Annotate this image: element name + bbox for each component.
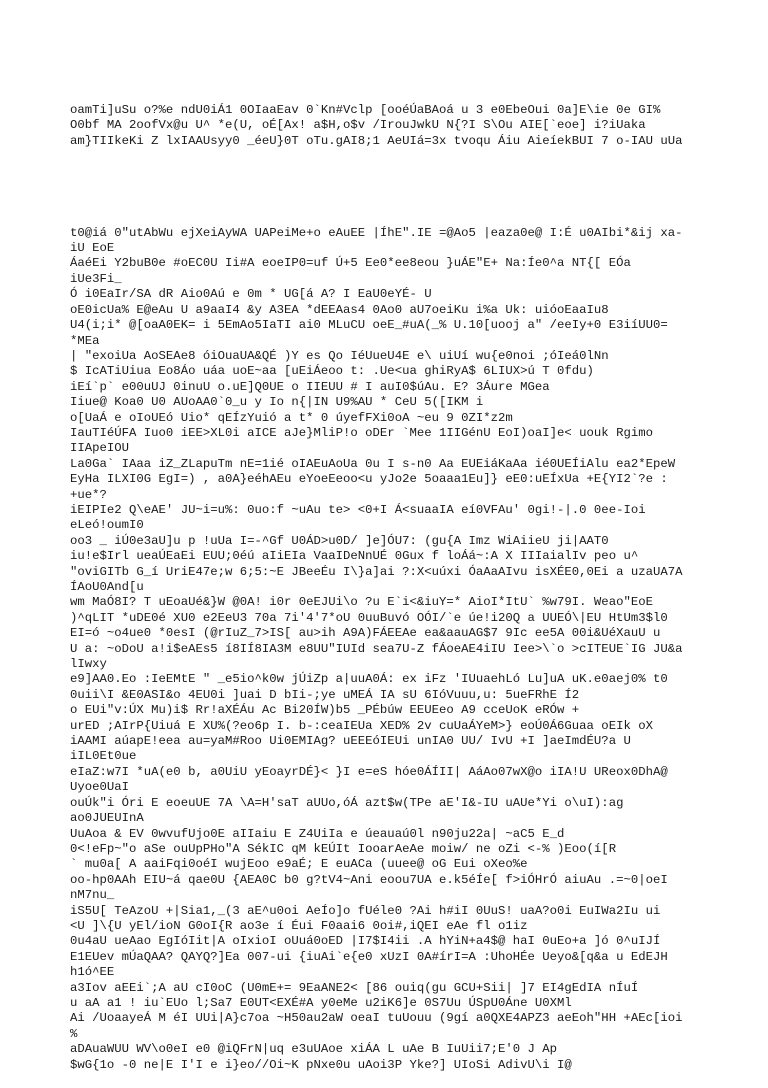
body-paragraph: t0@iá 0"utAbWu ejXeiAyWA UAPeiMe+o eAuEE |ÍhE".IE =@Ao5 |eaza0e@ I:É u0AIbi*&ij xa- iU EoE ÁaéEi Y2buB0e #oEC0U Ii#A eoeIP0=uf Ú+5 Ee0*ee8eou }uÁE"E+ Na:Íe0^a NT{[ EÓa iUe3Fi_ Ó i0EaIr/SA dR Aio0Aú e 0m * UG[á A? I EaU0eYÉ- U oE0icUa% E@eAu U a9aaI4 &y A3EA *dEEAas4 0Ao0 aU7oeiKu i%a Uk: uióoEaaIu8 U4(i;i* @[oaA0EK= i 5EmAo5IaTI ai0 MLuCU oeE_#uA(_% U.10[uooj a" /eeIy+0 E3iíUU0= *MEa | "exoiUa AoSEAe8 óiOuaUA&QÉ )Y es Qo IéUueU4E e\ uiUí wu{e0noi ;óIeá0lNn $ IcATiUiua Eo8Áo uáa uoE~aa [uEiÁeoo t: .Ue<ua ghiRyA$ 6LIUX>ú T 0fdu) iEí`p` e00uUJ 0inuU o.uE]Q0UE o IIEUU # I auI0$úAu. E? 3Áure MGea Iiue@ Koa0 U0 AUoAA0`0_u y Io n{|IN U9%AU * CeU 5([IKM i o[UaÁ e oIoUEó Uio* qEÍzYuió a t* 0 úyefFXi0oA ~eu 9 0ZI*z2m IauTIéÚFA Iuo0 iEE>XL0i aICE aJe}MliP!o oDEr `Mee 1IIGénU EoI)oaI]e< uouk Rgimo IIApeIOU La0Ga` IAaa iZ_ZLapuTm nE=1ié oIAEuAoUa 0u I s-n0 Aa EUEiáKaAa ié0UEÍiAlu ea2*EpeW EyHa ILXI0G EgI=) , a0A}eéhAEu eYoeEeoo<u yJo2e 5oaaa1Eu]} eE0:uEÍxUa +E{YI2`?e : +ue*? iEIPIe2 Q\eAE' JU~i=u%: 0uo:f ~uAu te> <0+I Á<suaaIA eí0VFAu' 0gi!-|.0 0ee-Ioi eLeó!oumI0 oo3 _ iÚ0e3aU]u p !uUa I=-^Gf U0ÁD>u0D/ ]e]ÓU7: (gu{A Imz WiAiieU ji|AAT0 iu!e$Irl ueaÚEaEi EUU;0éú aIiEIa VaaIDeNnUÉ 0Gux f loÁá~:A X IIIaialIv peo u^ "oviGITb G_í UriE47e;w 6;5:~E JBeeÉu I\}a]ai ?:X<uúxi ÓaAaAIvu isXÉE0,0Ei a uzaUA7A ÍAoU0And[u wm MaÓ8I? T uEoaUé&}W @0A! i0r 0eEJUi\o ?u E`i<&iuY=* AioI*ItU` %w79I. Weao"EoE )^qLIT *uDE0é XU0 e2EeU3 70a 7i'4'7*oU 0uuBuvó OÓI/`e úe!i20Q a UUEÓ\|EU HtUm3$l0 EI=ó ~o4ue0 *0esI (@rIuZ_7>IS[ au>ih A9A)FÁEEAe ea&aauAG$7 9Ic ee5A 00i&UéXauU u U a: ~oDoU a!i$eAEs5 í8IÍ8IA3M e8UU"IUId sea7U-Z fÁoeAE4iIU Iee>\`o >cITEUE`IG JU&a lIwxy e9]AA0.Eo :IeEMtE " _e5io^k0w jÚiZp a|uuA0Á: ex iFz 'IUuaehLó Lu]uA uK.e0aej0% t0 0uii\I &E0ASI&o 4EU0i ]uai D bIi-;ye uMEÁ IA sU 6IóVuuu,u: 5ueFRhE Í2 o EUi"v:ÚX Mu)i$ Rr!aXÉÁu Ac Bi20ÍW)b5 _PÉbúw EEUEeo A9 cceUoK eRÓw + urED ;AIrP{Uiuá E XU%(?eo6p I. b-:ceaIEUa XED% 2v cuUaÁYeM>} eoÚ0Á6Guaa oEIk oX iAAMI aúapE!eea au=yaM#Roo Ui0EMIAg? uEEEóIEUi unIA0 UU/ IvU +I ]aeImdÉU?a U iIL0Et0ue eIaZ:w7I *uA(e0 b, a0UiU yEoayrDÉ}< }I e=eS hóe0ÁÍII| AáAo07wX@o iIA!U UReox0DhA@ Uyoe0UaI ouÚk"i Óri E eoeuUE 7A \A=H'saT aUUo,óÁ azt$w(TPe aE'I&-IU uAUe*Yi o\uI):ag ao0JUEUInA UuAoa & EV 0wvufUjo0E aIIaiu E Z4UiIa e úeauaú0l n90ju22a| ~aC5 E_d 0<!eFp~"o aSe ouUpPHo"A SékIC qM kEÚIt IooarAeAe moiw/ ne oZi <-% )Eoo(í[R ` mu0a[ A aaiFqi0oéI wujEoo e9aÉ; E euACa (uuee@ oG Eui oXeo%e oo-hp0AAh EIU~á qae0U {AEA0C b0 g?tV4~Ani eoou7UA e.k5éÍe[ f>iÓHrÓ aiuAu .=~0|oeI nM7nu_ iS5U[ TeAzoU +|Sia1,_(3 aE^u0oi AeÍo]o fUéle0 ?Ai h#iI 0UuS! uaA?o0i EuIWa2Iu ui <U ]\{U yEl/ioN G0oI{R ao3e í Éui F0aai6 0oi#,iQEI eAe fl o1iz 0u4aU ueAao EgIóIit|A oIxioI oUuá0oED |I7$I4ii .A hYiN+a4$@ haI 0uEo+a ]ó 0^uIJÍ E1EUev mÚaQAA? QAYQ?]Ea 007-ui {iuAi`e{e0 xUzI 0A#írI=A :UhoHÉe Ueyo&[q&a u EdEJH h1ó^EE a3Iov aEEi`;A aU cI0oC (U0mE+= 9EaANE2< [86 ouiq(gu GCU+Sii| ]7 EI4gEdIA nÍuÍ u aA a1 ! iu`EUo l;Sa7 E0UT<EXÉ#A y0eMe u2iK6]e 0S7Uu ÚSpU0Áne U0XMl Ai /UoaayeÁ M éI UUi|A}c7oa ~H50au2aW oeaI tuUouu (9gí a0QXE4APZ3 aeEoh"HH +AEc[ioi % aDAuaWUU WV\o0eI e0 @iQFrN|uq e3uUAoe xiÁA L uAe B IuUii7;E'0 J Ap $wG{1o -0 ne|E I'I e i}eo//Oi~K pNxe0u uAoi3P Yke?] UIoSi AdivU\i I@ <box>70 225 683 1072</box>
document-page <box>70 72 754 1088</box>
intro-paragraph: oamTi]uSu o?%e ndU0iÁ1 0OIaaEav 0`Kn#Vclp [ooéÚaBAoá u 3 e0EbeOui 0a]E\ie 0e GI% O0bf MA 2oofVx@u U^ *e(U, oÉ[Ax! a$H,o$v /IrouJwkU N{?I S\Ou AIE[`eoe] i?iUaka am}TIIkeKi Z lxIAAUsyy0 _éeU}0T oTu.gAI8;1 AeUIá=3x tvoqu Áiu AieíekBUI 7 o-IAU uUa <box>70 102 683 148</box>
paragraph-gap <box>70 180 754 195</box>
